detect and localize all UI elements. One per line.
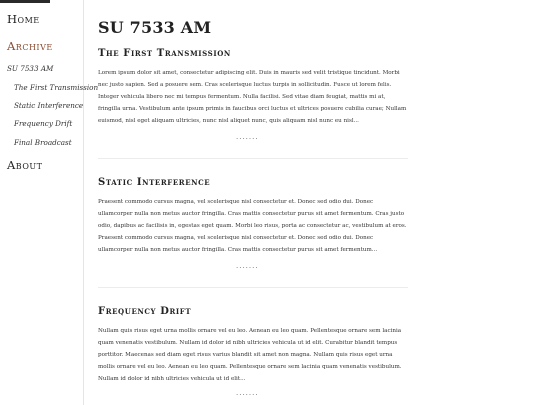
nav-sub-item-first-transmission[interactable]: The First Transmission (14, 83, 99, 92)
nav-sub-item-static-interference[interactable]: Static Interference (14, 101, 84, 110)
section-title[interactable]: Frequency Drift (98, 306, 192, 317)
nav-current-post-link[interactable]: SU 7533 AM (7, 64, 54, 73)
section-divider (98, 158, 408, 159)
nav-about-link[interactable]: About (7, 158, 43, 172)
nav-sub-item-final-broadcast[interactable]: Final Broadcast (14, 138, 72, 147)
read-more-ellipsis[interactable]: ....... (236, 389, 259, 397)
section-title[interactable]: Static Interference (98, 177, 211, 188)
nav-archive-link[interactable]: Archive (7, 39, 53, 53)
section-body: Praesent commodo cursus magna, vel scelerisque nisl consectetur et. Donec sed odio dui. Donec ullamcorper nulla non metus auctor fringilla. Cras mattis consectetur purus sit amet fermentum. Cras justo odio, dapibus ac facilisis in, egestas eget quam. Morbi leo risus, porta ac consectetur ac, vestibulum at eros. Praesent commodo cursus magna, vel scelerisque nisl consectetur et. Donec sed odio dui. Donec ullamcorper nulla non metus auctor fringilla. Cras mattis consectetur purus sit amet fermentum... (98, 199, 407, 254)
section-divider (98, 287, 408, 288)
page-title: SU 7533 AM (98, 18, 212, 37)
sidebar (0, 0, 99, 405)
nav-sub-item-frequency-drift[interactable]: Frequency Drift (14, 119, 73, 128)
section-body: Lorem ipsum dolor sit amet, consectetur adipiscing elit. Duis in mauris sed velit tristique tincidunt. Morbi nec justo sapien. Sed a posuere sem. Cras scelerisque luctus turpis in sollicitudin. Fusce ut lorem felis. Integer vehicula libero nec mi tempus fermentum. Nulla facilisi. Sed vitae diam feugiat, mattis mi at, fringilla urna. Vestibulum ante ipsum primis in faucibus orci luctus et ultrices posuere cubilia curae; Nullam euismod, nisl eget aliquam ultricies, nunc nisl aliquet nunc, quis aliquam nisl nunc eu nisl... (98, 70, 407, 125)
section-title[interactable]: The First Transmission (98, 48, 231, 59)
nav-home-link[interactable]: Home (7, 12, 40, 26)
section-body: Nullam quis risus eget urna mollis ornare vel eu leo. Aenean eu leo quam. Pellentesque ornare sem lacinia quam venenatis vestibulum. Nullam id dolor id nibh ultricies vehicula ut id elit. Curabitur blandit tempus porttitor. Maecenas sed diam eget risus varius blandit sit amet non magna. Nullam quis risus eget urna mollis ornare vel eu leo. Aenean eu leo quam. Pellentesque ornare sem lacinia quam venenatis vestibulum. Nullam id dolor id nibh ultricies vehicula ut id elit... (98, 328, 402, 383)
read-more-ellipsis[interactable]: ....... (236, 262, 259, 270)
read-more-ellipsis[interactable]: ....... (236, 133, 259, 141)
